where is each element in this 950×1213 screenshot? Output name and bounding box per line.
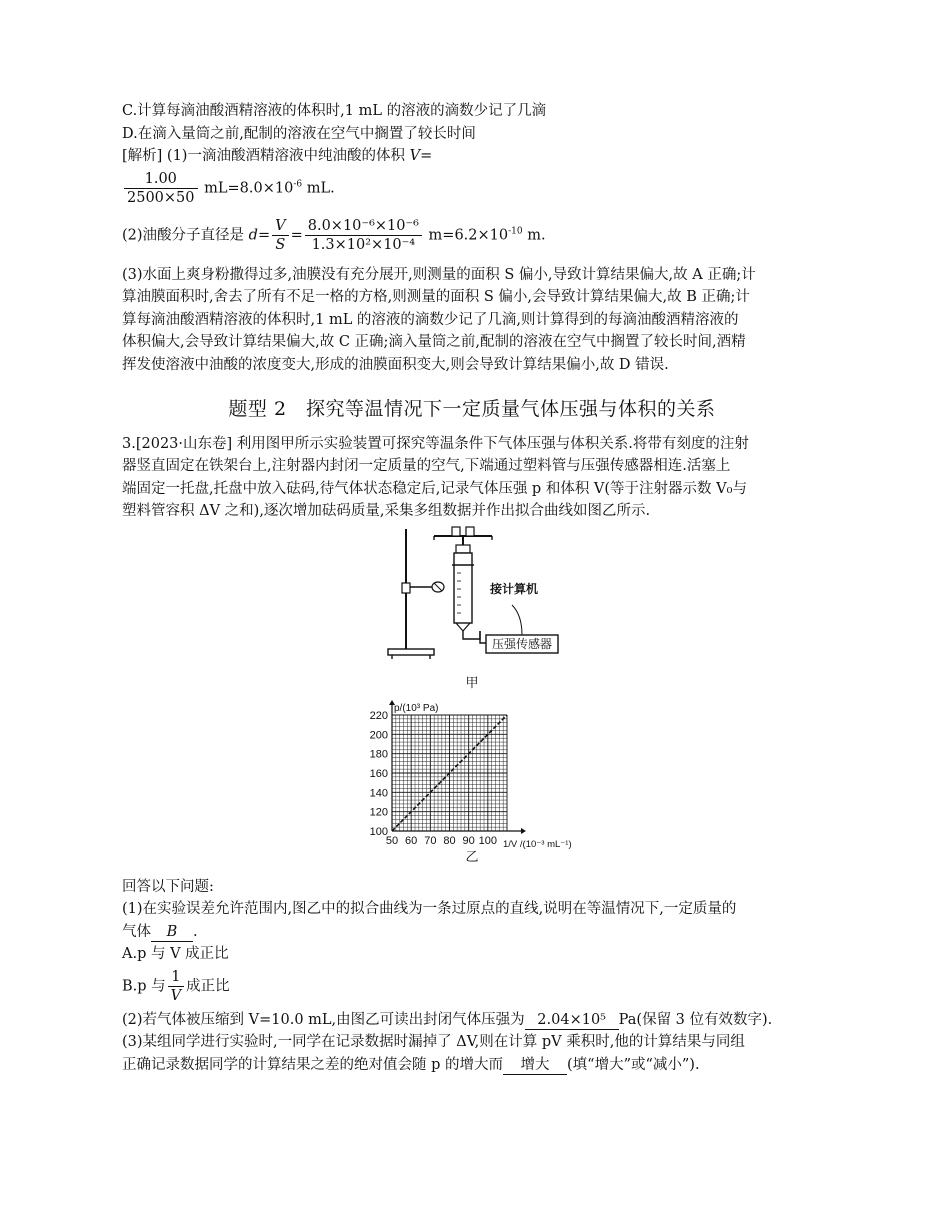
- fraction-v-den: V: [170, 987, 182, 1004]
- q3-prefix: 正确记录数据同学的计算结果之差的绝对值会随 p 的增大而: [122, 1056, 503, 1073]
- analysis-part3: [122, 264, 822, 377]
- fraction-v-over-s: [272, 217, 288, 254]
- apparatus-diagram: [382, 525, 562, 665]
- q1-suffix: .: [193, 923, 198, 940]
- y-tick-label: 220: [369, 710, 388, 722]
- y-tick-label: 200: [369, 729, 388, 742]
- analysis-p1-unit: mL.: [302, 180, 335, 196]
- analysis-p1-eq: =: [420, 148, 433, 164]
- analysis-p1-intro: [解析] (1)一滴油酸酒精溶液中纯油酸的体积: [122, 148, 410, 164]
- y-axis-label: p/(10³ Pa): [394, 703, 439, 714]
- option-b-prefix: B.p 与: [122, 978, 166, 994]
- question-3-line: 3.[2023·山东卷] 利用图甲所示实验装置可探究等温条件下气体压强与体积关系.将带有刻度的注射: [122, 435, 749, 452]
- analysis-p3-line: 挥发使溶液中油酸的浓度变大,形成的油膜面积变大,则会导致计算结果偏小,故 D 错误.: [122, 356, 669, 373]
- question-3-line: (3)某组同学进行实验时,一同学在记录数据时漏掉了 ΔV,则在计算 pV 乘积时,他的计算结果与同组: [122, 1034, 745, 1050]
- analysis-p3-line: 算油膜面积时,舍去了所有不足一格的方格,则测量的面积 S 偏小,会导致计算结果偏大,故 B 正确;计: [122, 289, 750, 305]
- analysis-p1-exponent: -6: [293, 179, 303, 190]
- analysis-p2-d: d: [248, 227, 258, 243]
- analysis-p2-eq: =: [257, 227, 271, 243]
- fraction-numerator: 1.00: [124, 170, 198, 189]
- analysis-p1-var: V: [409, 148, 421, 164]
- x-tick-label: 60: [405, 835, 418, 847]
- question-1-line: (1)在实验误差允许范围内,图乙中的拟合曲线为一条过原点的直线,说明在等温情况下,一定质量的: [122, 901, 737, 917]
- plastic-tube: [463, 631, 480, 639]
- analysis-p2-exponent: -10: [508, 226, 523, 237]
- fraction-v: V: [272, 217, 288, 236]
- pressure-volume-chart: [357, 697, 587, 853]
- q2-answer: 2.04×10⁵: [537, 1011, 606, 1028]
- option-b: [122, 968, 822, 1005]
- y-tick-label: 140: [369, 787, 388, 800]
- q3-answer: 增大: [520, 1056, 550, 1073]
- q1-prefix: 气体: [122, 923, 151, 940]
- q1-answer: B: [166, 923, 178, 940]
- x-tick-label: 100: [478, 835, 498, 847]
- answer-blank: [525, 1011, 619, 1030]
- weight: [466, 527, 474, 536]
- figure-chart: [357, 697, 587, 853]
- fraction-one: 1: [168, 968, 184, 987]
- figure-jia-caption: 甲: [465, 675, 479, 691]
- analysis-p2-result: m=6.2×10: [423, 227, 509, 243]
- q3-suffix: (填“增大”或“减小”).: [567, 1056, 700, 1073]
- q2-suffix: Pa(保留 3 位有效数字).: [618, 1011, 773, 1028]
- questions-intro: 回答以下问题:: [122, 878, 214, 895]
- figure-yi-caption: 乙: [465, 850, 479, 865]
- question-2: [122, 1009, 822, 1032]
- clamp: [402, 583, 410, 593]
- answer-blank: [503, 1056, 567, 1075]
- computer-label: 接计算机: [490, 581, 539, 596]
- y-tick-label: 160: [369, 768, 388, 780]
- analysis-p2-unit: m.: [522, 227, 546, 243]
- question-3-line: 端固定一托盘,托盘中放入砝码,待气体状态稳定后,记录气体压强 p 和体积 V(等于注射器示数 V₀与: [122, 480, 747, 497]
- option-c: C.计算每滴油酸酒精溶液的体积时,1 mL 的溶液的滴数少记了几滴: [122, 103, 547, 119]
- fraction-one-over-v: [168, 968, 184, 1005]
- figure-apparatus: [382, 525, 562, 675]
- answer-blank: [151, 923, 193, 942]
- x-axis-arrow: [521, 828, 526, 834]
- x-axis-label: 1/V /(10⁻³ mL⁻¹): [503, 839, 572, 850]
- syringe: [454, 553, 472, 623]
- cable: [512, 605, 522, 635]
- questions: [122, 876, 822, 1077]
- analysis-p3-line: 算每滴油酸酒精溶液的体积时,1 mL 的溶液的滴数少记了几滴,则计算得到的每滴油酸酒精溶液的: [122, 311, 739, 328]
- x-tick-label: 90: [462, 835, 475, 847]
- analysis-p3-line: 体积偏大,会导致计算结果偏大,故 C 正确;滴入量筒之前,配制的溶液在空气中搁置了较长时间,酒精: [122, 334, 746, 350]
- fraction-diameter: [305, 217, 422, 254]
- option-b-suffix: 成正比: [186, 978, 230, 994]
- analysis-p2-intro: (2)油酸分子直径是: [122, 227, 249, 243]
- weight: [452, 527, 460, 536]
- fraction-s: S: [275, 236, 286, 253]
- section-title: 题型 2 探究等温情况下一定质量气体压强与体积的关系: [228, 398, 716, 420]
- analysis-part1-formula: [122, 170, 822, 207]
- fraction-numerator-2: 8.0×10⁻⁶×10⁻⁶: [305, 217, 422, 236]
- fraction-denominator: 2500×50: [127, 189, 195, 206]
- option-d: D.在滴入量筒之前,配制的溶液在空气中搁置了较长时间: [122, 125, 476, 142]
- x-tick-label: 50: [385, 835, 399, 847]
- analysis-p1-result: mL=8.0×10: [199, 180, 294, 196]
- option-a: A.p 与 V 成正比: [122, 946, 229, 962]
- question-3-stem: [122, 433, 822, 523]
- x-tick-label: 70: [424, 835, 437, 847]
- sensor-label: 压强传感器: [491, 636, 553, 651]
- question-3-answer-line: [122, 1054, 822, 1077]
- analysis-part2: (2)油酸分子直径是 d= $\frac{V}{S}$ = $\frac{\text{8.0×10⁻⁶×10⁻⁶}}{\text{1.3×10²×10⁻⁴}}$ $m=6.2\times 10^{-10}$ m.: [122, 217, 546, 253]
- q2-prefix: (2)若气体被压缩到 V=10.0 mL,由图乙可读出封闭气体压强为: [122, 1011, 525, 1028]
- fraction-denominator-2: 1.3×10²×10⁻⁴: [311, 236, 416, 253]
- y-tick-label: 100: [369, 826, 388, 838]
- question-3-line: 塑料管容积 ΔV 之和),逐次增加砝码质量,采集多组数据并作出拟合曲线如图乙所示.: [122, 503, 651, 519]
- question-1-answer-line: [122, 921, 822, 944]
- question-3-line: 器竖直固定在铁架台上,注射器内封闭一定质量的空气,下端通过塑料管与压强传感器相连.活塞上: [122, 458, 731, 474]
- stand-base: [388, 649, 434, 655]
- y-tick-label: 120: [369, 806, 388, 819]
- fraction-volume: [124, 170, 198, 207]
- analysis-p3-line: (3)水面上爽身粉撒得过多,油膜没有充分展开,则测量的面积 S 偏小,导致计算结果偏大,故 A 正确;计: [122, 266, 756, 283]
- x-tick-label: 80: [443, 835, 456, 847]
- y-tick-label: 180: [369, 748, 388, 761]
- document-page: [122, 100, 822, 1076]
- analysis-part1: [122, 145, 822, 168]
